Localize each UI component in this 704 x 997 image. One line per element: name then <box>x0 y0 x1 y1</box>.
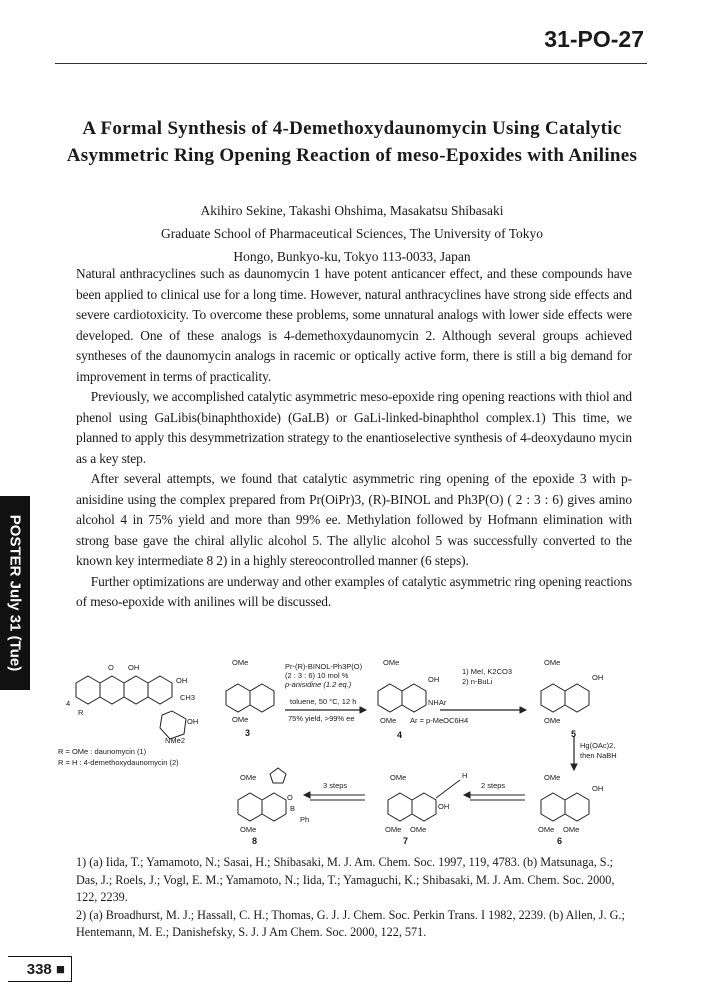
compound-label-7: 7 <box>403 836 409 846</box>
atom-label: OMe <box>563 825 580 834</box>
condition: p-anisidine (1.2 eq.) <box>285 680 352 689</box>
scheme-drawing <box>0 36 704 936</box>
paragraph: Natural anthracyclines such as daunomycin 1 have potent anticancer effect, and these compounds have been applied to clinical use for a long time. However, natural anthracyclines have strong side effects and severe cardiotoxicity. To overcome these problems, some unnatural analogs with lower side effects were developed. One of these analogs is 4-demethoxydaunomycin 2. Although several groups achieved syntheses of the daunomycin analogs in racemic or optically active form, there is still a big demand for improvement in terms of practicality. <box>76 266 632 384</box>
atom-label: OMe <box>232 715 249 724</box>
authors: Akihiro Sekine, Takashi Ohshima, Masakatsu Shibasaki <box>200 203 504 218</box>
atom-label: NHAr <box>428 698 447 707</box>
condition: then NaBH <box>580 751 617 760</box>
arrow-1-head <box>360 707 366 713</box>
atom-label: R <box>78 708 84 717</box>
compound-label-6: 6 <box>557 836 563 846</box>
reaction-scheme <box>0 36 704 936</box>
affiliation: Graduate School of Pharmaceutical Sciences, The University of Tokyo <box>160 226 544 241</box>
page-number: 338 ■ <box>8 956 72 982</box>
atom-label: H <box>462 771 468 780</box>
atom-label: OMe <box>544 658 561 667</box>
compound-label-3: 3 <box>245 728 251 738</box>
atom-label: OMe <box>390 773 407 782</box>
arrow-3-head <box>571 764 577 770</box>
reference-1: 1) (a) Iida, T.; Yamamoto, N.; Sasai, H.; Shibasaki, M. J. Am. Chem. Soc. 1997, 119, 4783. (b) Matsunaga, S.; Das, J.; Roels, J.; Vogl, E. M.; Yamamoto, N.; Iida, T.; Yamaguchi, K.; Shibasaki, M. J. Am. Chem. Soc. 2000, 122, 2239. <box>76 855 615 904</box>
condition: 75% yield, >99% ee <box>288 714 355 723</box>
arrow-2-head <box>520 707 526 713</box>
ar-definition: Ar = p-MeOC6H4 <box>410 716 469 725</box>
condition: Pr-(R)-BINOL-Ph3P(O) <box>285 662 363 671</box>
condition: 3 steps <box>323 781 348 790</box>
epoxide-3-structure <box>226 684 274 712</box>
atom-label: OMe <box>410 825 427 834</box>
condition: toluene, 50 °C, 12 h <box>290 697 357 706</box>
atom-label: OMe <box>383 658 400 667</box>
reference-2: 2) (a) Broadhurst, M. J.; Hassall, C. H.; Thomas, G. J. J. Chem. Soc. Perkin Trans. I 1982, 2239. (b) Allen, J. G.; Hentemann, M. E.; Danishefsky, S. J. J Am Chem. Soc. 2000, 122, 571. <box>76 907 625 939</box>
atom-label: OMe <box>538 825 555 834</box>
paragraph: After several attempts, we found that catalytic asymmetric ring opening of the epoxide 3 with p-anisidine using the complex prepared from Pr(OiPr)3, (R)-BINOL and Ph3P(O) ( 2 : 3 : 6) gives amino alcohol 4 in 75% yield and more than 99% ee. Methylation followed by Hofmann elimination with strong base gave the chiral allylic alcohol 5. The allylic alcohol 5 was successfully converted to the known key intermediate 8 2) in a highly stereocontrolled manner (6 steps). <box>76 471 632 568</box>
amino-alcohol-4-structure <box>378 684 426 712</box>
atom-label: OH <box>428 675 440 684</box>
alkyne-7-structure <box>388 780 460 821</box>
atom-label: OMe <box>544 773 561 782</box>
references <box>76 854 632 942</box>
title-line-1: A Formal Synthesis of 4-Demethoxydaunomycin Using Catalytic <box>82 118 622 139</box>
condition: (2 : 3 : 6) 10 mol % <box>285 671 349 680</box>
atom-label: B <box>290 804 296 813</box>
atom-label: 4 <box>66 699 71 708</box>
atom-label: OH <box>592 784 604 793</box>
condition: Hg(OAc)2, <box>580 741 616 750</box>
condition: 2 steps <box>481 781 506 790</box>
atom-label: OH <box>438 802 450 811</box>
atom-label: OH <box>128 663 140 672</box>
atom-label: OMe <box>240 773 257 782</box>
atom-label: OMe <box>380 716 397 725</box>
condition: 1) MeI, K2CO3 <box>462 667 513 676</box>
atom-label: OH <box>187 717 199 726</box>
compound-label-8: 8 <box>252 836 258 846</box>
legend-daunomycin: R = OMe : daunomycin (1) <box>58 747 147 756</box>
paragraph: Further optimizations are underway and other examples of catalytic asymmetric ring opening reactions of meso-epoxide with anilines will be discussed. <box>76 573 632 609</box>
atom-label: CH3 <box>180 693 196 702</box>
atom-label: OMe <box>240 825 257 834</box>
poster-code: 31-PO-27 <box>544 26 644 52</box>
compound-label-4: 4 <box>397 730 403 740</box>
allylic-alcohol-5-structure <box>541 684 589 712</box>
compound-6-structure <box>541 793 589 821</box>
atom-label: O <box>287 793 293 802</box>
atom-label: OMe <box>385 825 402 834</box>
compound-label-5: 5 <box>571 729 577 739</box>
atom-label: Ph <box>300 815 310 824</box>
side-tab-label: POSTER July 31 (Tue) <box>6 514 24 672</box>
atom-label: O <box>108 663 114 672</box>
anthracycline-structure <box>76 676 186 739</box>
title-line-2: Asymmetric Ring Opening Reaction of meso-Epoxides with Anilines <box>66 145 638 166</box>
atom-label: OH <box>592 673 604 682</box>
condition: 2) n-BuLi <box>462 677 493 686</box>
atom-label: OMe <box>544 716 561 725</box>
paragraph: Previously, we accomplished catalytic asymmetric meso-epoxide ring opening reactions with thiol and phenol using GaLibis(binaphthoxide) (GaLB) or GaLi-linked-binaphthol complex.1) This time, we planned to apply this desymmetrization strategy to the enantioselective synthesis of 4-deoxydauno mycin as a key step. <box>76 389 632 466</box>
atom-label: NMe2 <box>165 736 186 745</box>
address: Hongo, Bunkyo-ku, Tokyo 113-0033, Japan <box>233 249 471 264</box>
atom-label: OH <box>176 676 188 685</box>
legend-demethoxy: R = H : 4-demethoxydaunomycin (2) <box>58 758 179 767</box>
atom-label: OMe <box>232 658 249 667</box>
